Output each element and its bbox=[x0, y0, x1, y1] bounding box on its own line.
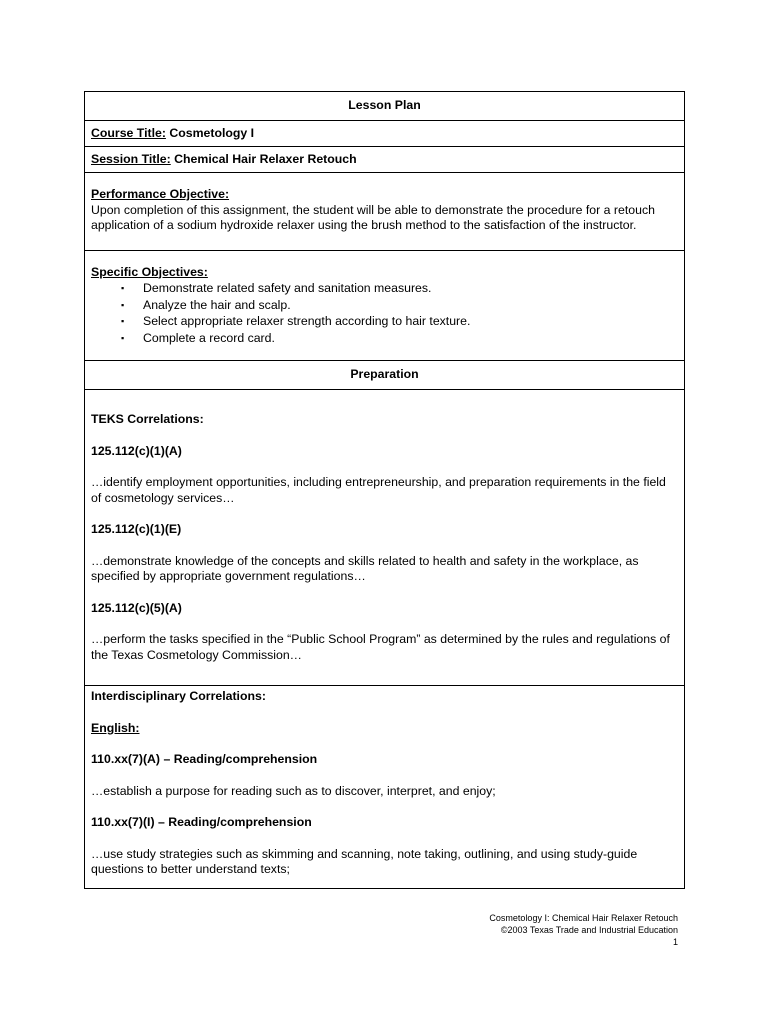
list-item: ▪ Analyze the hair and scalp. bbox=[121, 297, 678, 314]
session-title-value: Chemical Hair Relaxer Retouch bbox=[174, 151, 357, 166]
teks-code: 125.112(c)(5)(A) bbox=[91, 600, 182, 615]
teks-text: …identify employment opportunities, including entrepreneurship, and preparation requirements in the field of cosmetology services… bbox=[91, 475, 666, 505]
teks-code: 125.112(c)(1)(E) bbox=[91, 522, 182, 536]
session-title-label: Session Title: bbox=[91, 151, 171, 166]
interdisciplinary-code: 110.xx(7)(I) – Reading/comprehension bbox=[91, 815, 312, 829]
teks-correlations-section bbox=[85, 390, 685, 686]
interdisciplinary-heading: Interdisciplinary Correlations: bbox=[91, 689, 266, 703]
footer-course-line: Cosmetology I: Chemical Hair Relaxer Retouch bbox=[489, 913, 678, 923]
list-item: ▪ Select appropriate relaxer strength according to hair texture. bbox=[121, 313, 678, 330]
interdisciplinary-subject: English: bbox=[91, 720, 140, 735]
performance-objective-heading: Performance Objective: bbox=[91, 187, 230, 201]
page-title: Lesson Plan bbox=[85, 92, 685, 121]
interdisciplinary-code: 110.xx(7)(A) – Reading/comprehension bbox=[91, 752, 318, 766]
list-item: ▪ Demonstrate related safety and sanitation measures. bbox=[121, 280, 678, 297]
list-item: ▪ Complete a record card. bbox=[121, 330, 678, 347]
teks-heading: TEKS Correlations: bbox=[91, 412, 204, 426]
footer-copyright-line: ©2003 Texas Trade and Industrial Education bbox=[500, 925, 678, 935]
course-title-value: Cosmetology I bbox=[169, 125, 255, 140]
interdisciplinary-text: …establish a purpose for reading such as to discover, interpret, and enjoy; bbox=[91, 783, 496, 798]
specific-objectives-list bbox=[91, 280, 678, 346]
teks-code: 125.112(c)(1)(A) bbox=[91, 443, 182, 458]
teks-text: …perform the tasks specified in the “Public School Program” as determined by the rules and regulations of the Texas Cosmetology Commission… bbox=[91, 632, 670, 662]
interdisciplinary-section bbox=[85, 686, 685, 889]
page-footer bbox=[489, 912, 678, 948]
course-title-label: Course Title: bbox=[91, 125, 166, 140]
teks-text: …demonstrate knowledge of the concepts and skills related to health and safety in the workplace, as specified by appropriate government regulations… bbox=[91, 553, 639, 583]
session-title-row bbox=[85, 147, 685, 173]
specific-objectives-heading: Specific Objectives: bbox=[91, 264, 208, 279]
specific-objectives-section bbox=[85, 250, 685, 361]
performance-objective-section bbox=[85, 173, 685, 251]
preparation-heading: Preparation bbox=[85, 361, 685, 390]
lesson-plan-table bbox=[84, 91, 685, 889]
performance-objective-text: Upon completion of this assignment, the student will be able to demonstrate the procedure for a retouch application of a sodium hydroxide relaxer using the brush method to the satisfaction of the instructor. bbox=[91, 202, 655, 232]
footer-page-number: 1 bbox=[672, 937, 678, 947]
interdisciplinary-text: …use study strategies such as skimming and scanning, note taking, outlining, and using study-guide questions to better understand texts; bbox=[91, 846, 638, 876]
course-title-row bbox=[85, 121, 685, 147]
